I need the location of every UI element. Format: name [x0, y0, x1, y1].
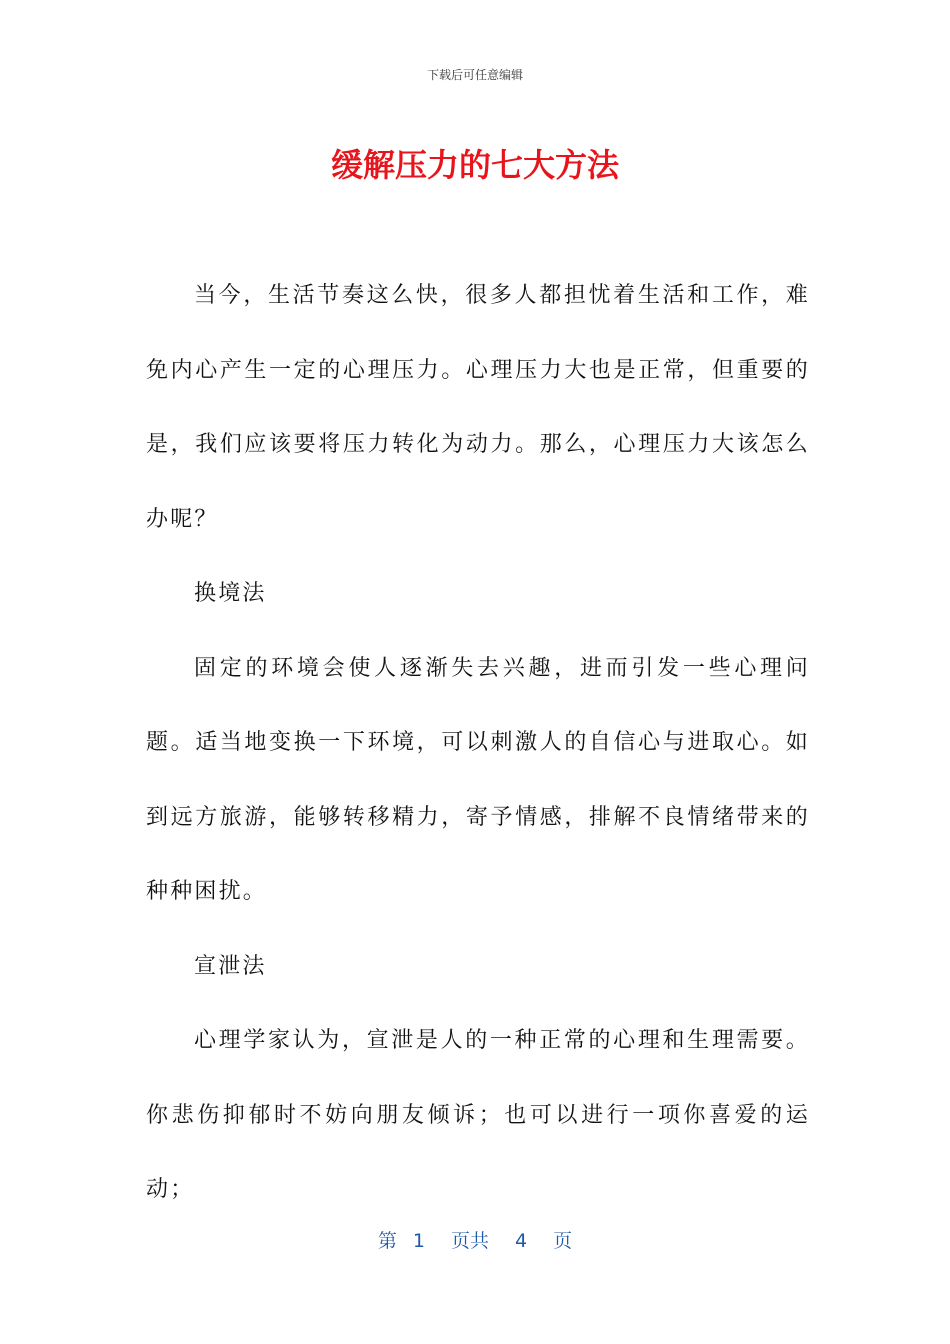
- section-heading-change-environment: 换境法: [194, 581, 267, 606]
- header-note: 下载后可任意编辑: [426, 68, 523, 82]
- paragraph-change-environment: 固定的环境会使人逐渐失去兴趣，进而引发一些心理问题。适当地变换一下环境，可以刺激人的自信心与进取心。如到远方旅游，能够转移精力，寄予情感，排解不良情绪带来的种种困扰。: [146, 655, 810, 904]
- page-footer: [0, 1226, 950, 1253]
- footer-page-middle: 页共: [450, 1230, 489, 1252]
- section-heading-venting: 宣泄法: [194, 953, 267, 979]
- footer-page-total: 4: [515, 1230, 528, 1252]
- footer-page-suffix: 页: [553, 1230, 573, 1252]
- footer-page-prefix: 第: [377, 1230, 397, 1252]
- footer-page-number: 1: [412, 1230, 425, 1252]
- paragraph-venting: 心理学家认为，宣泄是人的一种正常的心理和生理需要。你悲伤抑郁时不妨向朋友倾诉；也可以进行一项你喜爱的运动；: [146, 1028, 810, 1202]
- document-body: [146, 259, 810, 1228]
- paragraph-intro: 当今，生活节奏这么快，很多人都担忧着生活和工作，难免内心产生一定的心理压力。心理压力大也是正常，但重要的是，我们应该要将压力转化为动力。那么，心理压力大该怎么办呢？: [146, 283, 810, 532]
- document-title: 缓解压力的七大方法: [330, 146, 619, 184]
